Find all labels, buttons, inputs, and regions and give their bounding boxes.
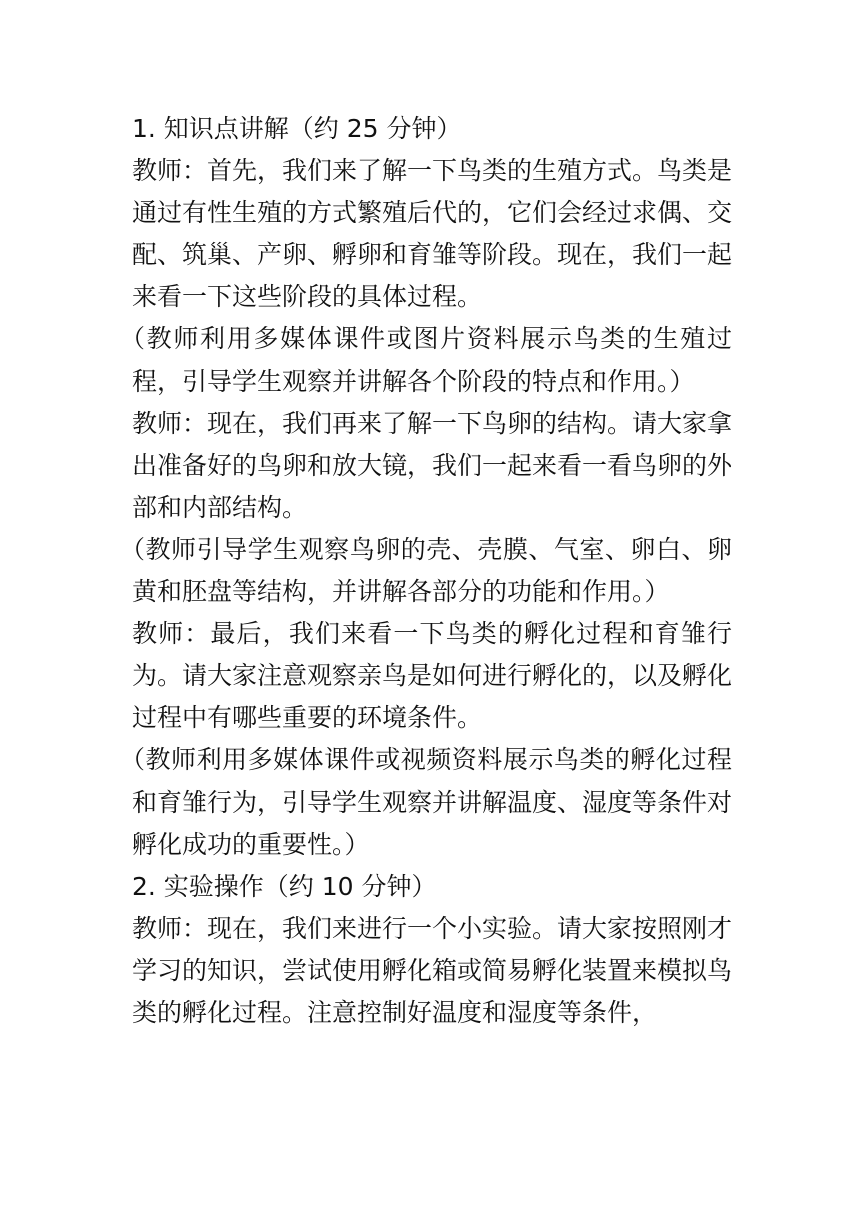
teacher-note-reproduction: （教师利用多媒体课件或图片资料展示鸟类的生殖过程，引导学生观察并讲解各个阶段的特点和作用。） — [120, 324, 732, 396]
section-heading-experiment: 2. 实验操作（约 10 分钟） — [132, 871, 437, 901]
teacher-paragraph-reproduction: 教师：首先，我们来了解一下鸟类的生殖方式。鸟类是通过有性生殖的方式繁殖后代的，它们会经过求偶、交配、筑巢、产卵、孵卵和育雏等阶段。现在，我们一起来看一下这些阶段的具体过程。 — [132, 156, 733, 312]
teacher-note-egg-structure: （教师引导学生观察鸟卵的壳、壳膜、气室、卵白、卵黄和胚盘等结构，并讲解各部分的功能和作用。） — [120, 534, 732, 607]
teacher-paragraph-experiment: 教师：现在，我们来进行一个小实验。请大家按照刚才学习的知识，尝试使用孵化箱或简易孵化装置来模拟鸟类的孵化过程。注意控制好温度和湿度等条件， — [132, 913, 733, 1027]
teacher-paragraph-incubation: 教师：最后，我们来看一下鸟类的孵化过程和育雏行为。请大家注意观察亲鸟是如何进行孵化的，以及孵化过程中有哪些重要的环境条件。 — [132, 619, 733, 733]
teacher-paragraph-egg-structure: 教师：现在，我们再来了解一下鸟卵的结构。请大家拿出准备好的鸟卵和放大镜，我们一起来看一看鸟卵的外部和内部结构。 — [132, 408, 733, 522]
teacher-note-incubation: （教师利用多媒体课件或视频资料展示鸟类的孵化过程和育雏行为，引导学生观察并讲解温度、湿度等条件对孵化成功的重要性。） — [120, 745, 733, 859]
section-heading-knowledge: 1. 知识点讲解（约 25 分钟） — [132, 114, 462, 143]
document-page — [120, 108, 733, 1034]
